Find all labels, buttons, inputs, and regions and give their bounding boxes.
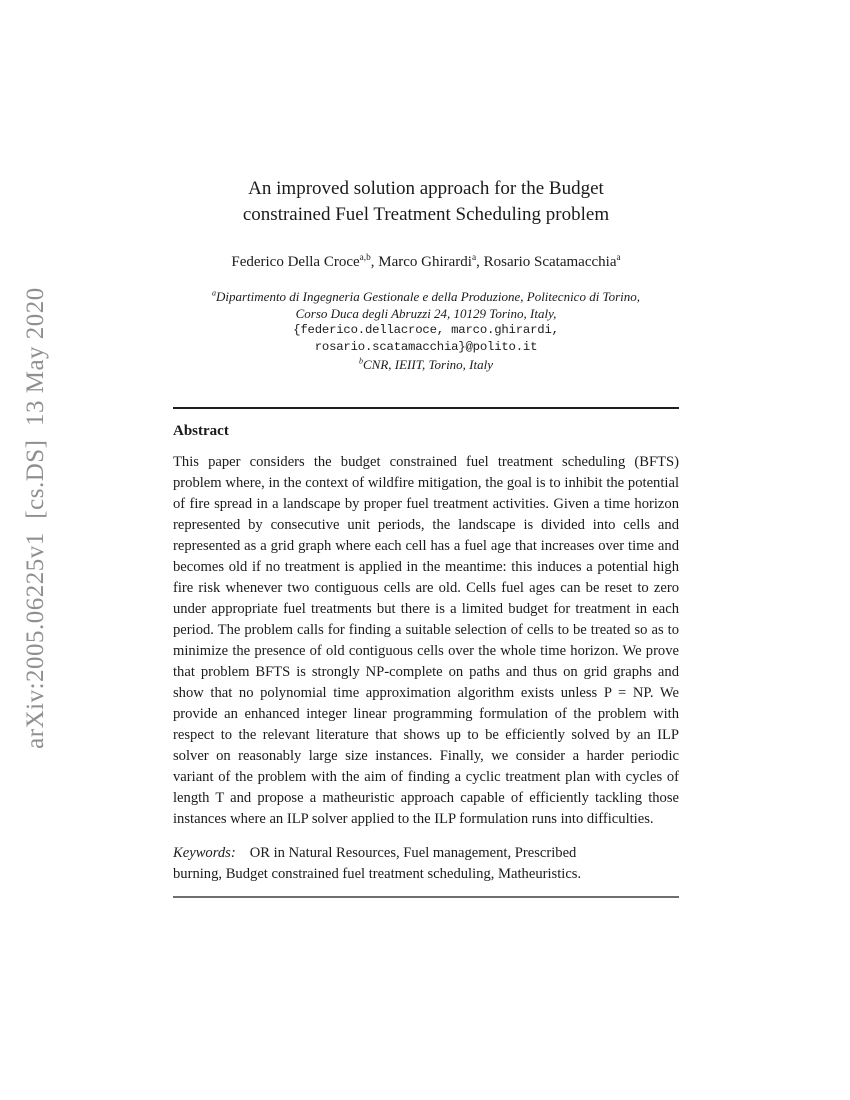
author-name: Marco Ghirardi bbox=[378, 254, 472, 270]
abstract-top-rule bbox=[173, 407, 679, 409]
paper-title-line-1: An improved solution approach for the Budget bbox=[248, 178, 604, 199]
email-line-2: rosario.scatamacchia}@polito.it bbox=[314, 340, 538, 354]
keywords-block bbox=[173, 843, 679, 885]
author-affiliation-marker: a,b bbox=[359, 253, 371, 263]
author bbox=[231, 254, 370, 270]
affiliation-marker: b bbox=[358, 356, 363, 366]
paper-title-line-2: constrained Fuel Treatment Scheduling problem bbox=[242, 204, 610, 225]
abstract-section bbox=[173, 407, 679, 898]
authors-line bbox=[173, 254, 679, 271]
email-line-1: {federico.dellacroce, marco.ghirardi, bbox=[293, 323, 559, 337]
author-separator: , bbox=[370, 254, 379, 270]
author-affiliation-marker: a bbox=[616, 253, 621, 263]
abstract-bottom-rule bbox=[173, 896, 679, 898]
paper-content-column bbox=[173, 0, 679, 882]
author-name: Federico Della Croce bbox=[231, 254, 360, 270]
affiliation-line-2: Corso Duca degli Abruzzi 24, 10129 Torino, Italy, bbox=[295, 306, 557, 321]
keywords-label: Keywords: bbox=[173, 845, 236, 861]
arxiv-watermark: arXiv:2005.06225v1 [cs.DS] 13 May 2020 bbox=[22, 287, 49, 749]
author-separator: , bbox=[476, 254, 484, 270]
author bbox=[371, 254, 476, 270]
keywords-line-2: burning, Budget constrained fuel treatment scheduling, Matheuristics. bbox=[173, 866, 582, 882]
abstract-heading: Abstract bbox=[173, 423, 229, 439]
paper-title bbox=[173, 176, 679, 228]
affiliation-marker: a bbox=[211, 288, 216, 298]
affiliation-line-3: $^b$CNR, IEIIT, Torino, Italy bbox=[358, 356, 494, 372]
abstract-text: This paper considers the budget constrained fuel treatment scheduling (BFTS) problem where, in the context of wildfire mitigation, the goal is to inhibit the potential of fire spread in a landscape by proper fuel treatment activities. Given a time horizon represented by consecutive unit periods, the landscape is divided into cells and represented as a grid graph where each cell has a fuel age that increases over time and becomes old if no treatment is applied in the meantime: this induces a potential high fire risk whenever two contiguous cells are old. Cells fuel ages can be reset to zero under appropriate fuel treatments but there is a limited budget for treatment in each period. The problem calls for finding a suitable selection of cells to be treated so as to minimize the presence of old contiguous cells over the whole time horizon. We prove that problem BFTS is strongly NP-complete on paths and thus on grid graphs and show that no polynomial time approximation algorithm exists unless P = NP. We provide an enhanced integer linear programming formulation of the problem with respect to the relevant literature that shows up to be efficiently solved by an ILP solver on reasonably large size instances. Finally, we consider a harder periodic variant of the problem with the aim of finding a cyclic treatment plan with cycles of length T and propose a matheuristic approach capable of efficiently tackling those instances where an ILP solver applied to the ILP formulation runs into difficulties. bbox=[173, 454, 679, 827]
author-affiliation-marker: a bbox=[471, 253, 477, 263]
affiliation-line-1: $^a$Dipartimento di Ingegneria Gestionale e della Produzione, Politecnico di Torino, bbox=[211, 288, 641, 304]
author bbox=[476, 254, 621, 270]
author-name: Rosario Scatamacchia bbox=[483, 254, 617, 270]
affiliation-block bbox=[173, 288, 679, 373]
keywords-line-1: Keywords: OR in Natural Resources, Fuel management, Prescribed bbox=[173, 845, 577, 861]
